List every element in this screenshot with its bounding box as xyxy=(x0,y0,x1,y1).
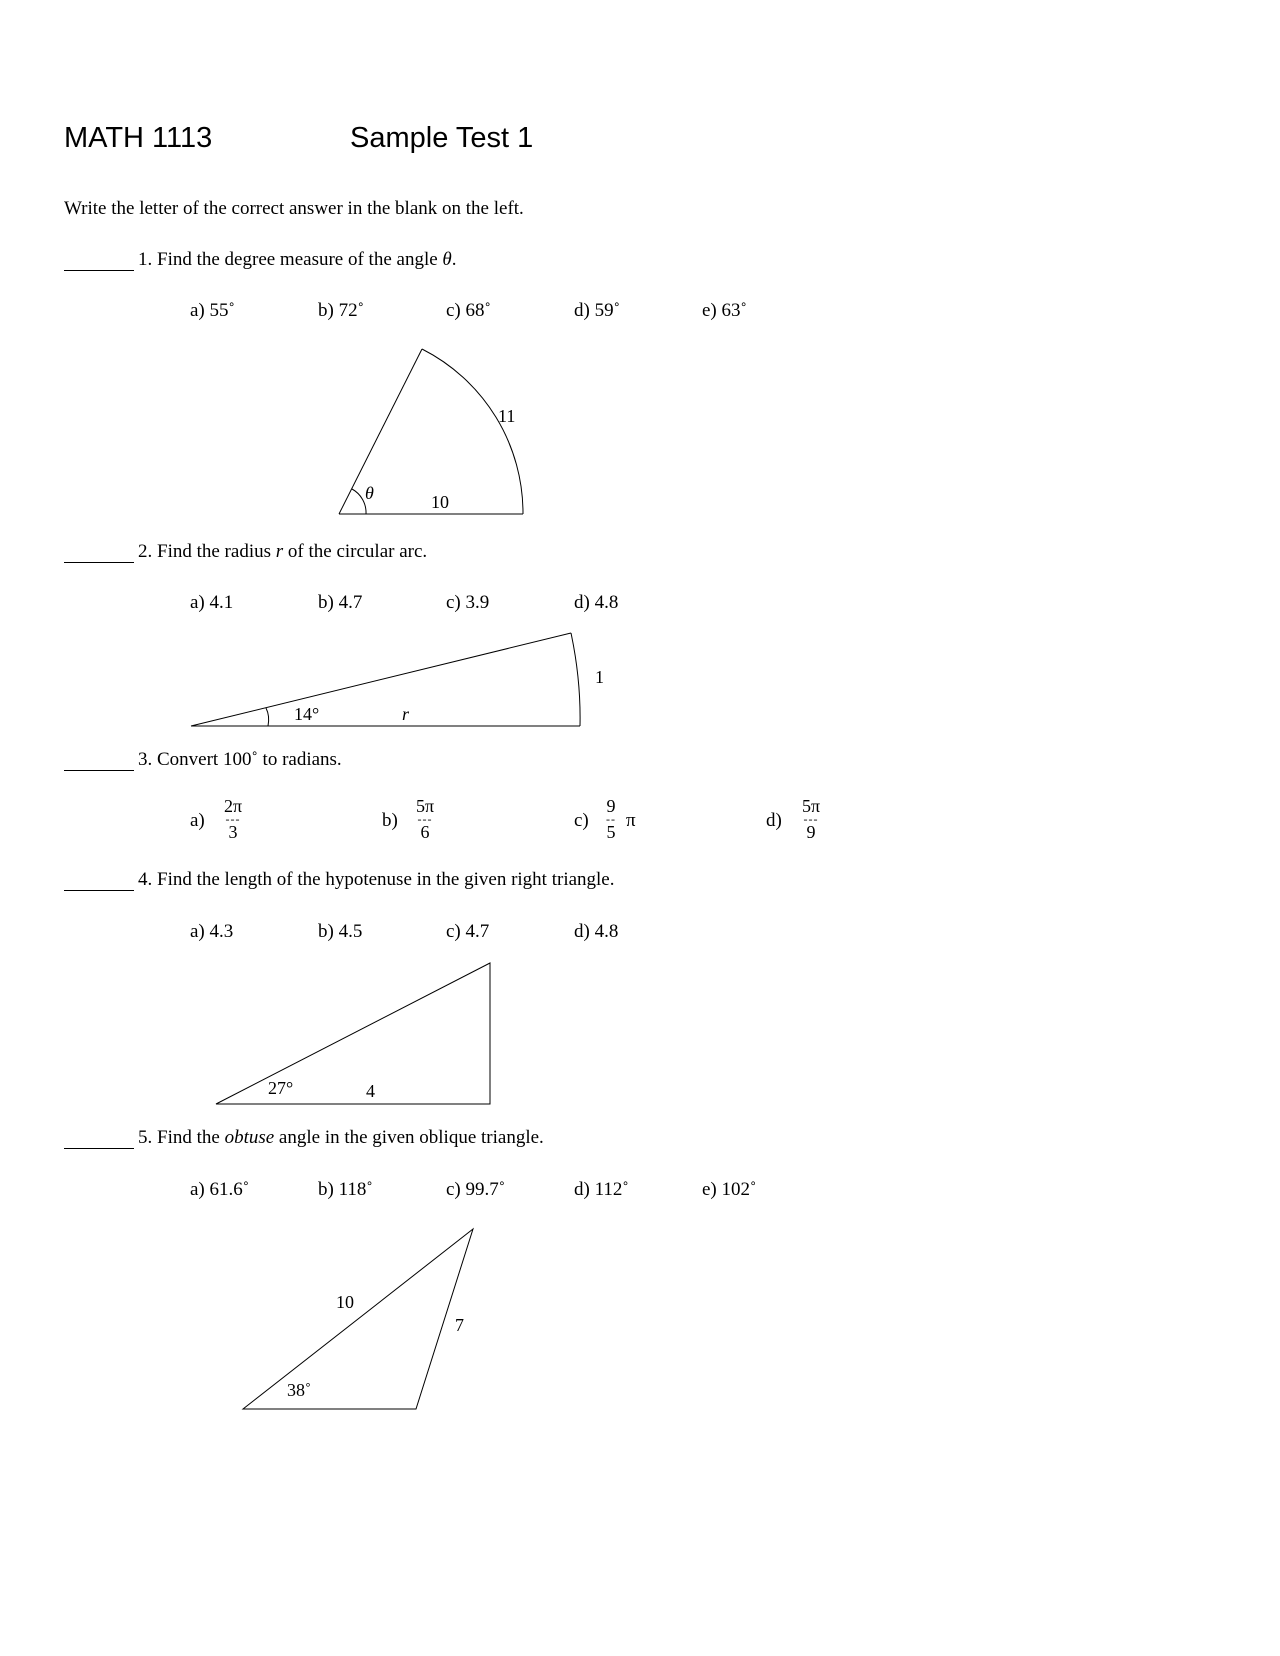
q5-choice-d: d) 112˚ xyxy=(574,1179,629,1200)
q3-choice-c-numerator: 9 xyxy=(606,796,616,816)
instructions: Write the letter of the correct answer in the blank on the left. xyxy=(64,198,524,219)
q3-choice-c-pi: π xyxy=(626,810,636,831)
q2-choice-c: c) 3.9 xyxy=(446,592,490,613)
q2-sector-arc xyxy=(571,633,580,726)
q1-radius-label: 10 xyxy=(431,492,449,512)
q4-triangle-figure xyxy=(216,963,490,1104)
q5-choice-e: e) 102˚ xyxy=(702,1179,757,1200)
q3-choice-b-numerator: 5π xyxy=(415,796,435,816)
q3-choice-a-numerator: 2π xyxy=(223,796,243,816)
q1-theta-label: θ xyxy=(365,483,374,503)
q2-arc-label: 1 xyxy=(595,667,604,687)
q5-choice-b: b) 118˚ xyxy=(318,1179,373,1200)
q3-choice-d-numerator: 5π xyxy=(801,796,821,816)
question-2-text-end: of the circular arc. xyxy=(283,541,428,562)
q3-choice-c-denominator: 5 xyxy=(606,822,616,842)
course-title: MATH 1113 xyxy=(64,122,213,154)
q2-radius-label: r xyxy=(402,704,410,724)
q4-side-label: 4 xyxy=(366,1081,375,1101)
q5-choice-a: a) 61.6˚ xyxy=(190,1179,250,1200)
question-1-variable: θ xyxy=(442,249,452,270)
q5-triangle-figure xyxy=(243,1229,473,1409)
q1-choice-b: b) 72˚ xyxy=(318,300,364,321)
q5-angle-label: 38˚ xyxy=(287,1380,311,1400)
q1-choice-d: d) 59˚ xyxy=(574,300,620,321)
q4-angle-label: 27° xyxy=(268,1078,294,1098)
question-5-text-end: angle in the given oblique triangle. xyxy=(274,1127,544,1148)
q2-sector-figure xyxy=(191,633,580,726)
question-2-variable: r xyxy=(275,541,284,562)
q5-triangle xyxy=(243,1229,473,1409)
q5-side-10-label: 10 xyxy=(336,1292,354,1312)
q1-choice-c: c) 68˚ xyxy=(446,300,491,321)
question-3-stem: 3. Convert 100˚ to radians. xyxy=(138,749,342,770)
fraction-bar: --- xyxy=(417,812,433,826)
q1-choice-e: e) 63˚ xyxy=(702,300,747,321)
q2-angle-label: 14° xyxy=(294,704,320,724)
question-1-punct: . xyxy=(451,249,457,270)
q2-choice-d: d) 4.8 xyxy=(574,592,619,613)
q1-angle-arc xyxy=(352,489,366,514)
q3-choice-b-letter: b) xyxy=(382,810,398,831)
q1-sector-arc xyxy=(422,349,523,514)
question-5-emphasis: obtuse xyxy=(224,1127,275,1148)
q3-choice-a-denominator: 3 xyxy=(228,822,238,842)
q4-triangle xyxy=(216,963,490,1104)
q4-choice-c: c) 4.7 xyxy=(446,921,490,942)
test-title: Sample Test 1 xyxy=(350,122,534,154)
q1-choice-a: a) 55˚ xyxy=(190,300,235,321)
q1-arc-label: 11 xyxy=(498,406,516,426)
q2-sector-radius xyxy=(191,633,571,726)
q4-choice-d: d) 4.8 xyxy=(574,921,619,942)
q3-choice-d-letter: d) xyxy=(766,810,782,831)
q2-angle-arc xyxy=(266,708,269,726)
q3-choice-a-letter: a) xyxy=(190,810,205,831)
q1-sector-radius xyxy=(339,349,422,514)
q4-choice-a: a) 4.3 xyxy=(190,921,234,942)
question-2-text: 2. Find the radius xyxy=(138,541,276,562)
q3-choice-d-denominator: 9 xyxy=(806,822,816,842)
q2-choice-a: a) 4.1 xyxy=(190,592,234,613)
q4-choice-b: b) 4.5 xyxy=(318,921,363,942)
q3-choice-b-denominator: 6 xyxy=(420,822,430,842)
fraction-bar: -- xyxy=(606,812,616,826)
q2-choice-b: b) 4.7 xyxy=(318,592,363,613)
question-5-text: 5. Find the xyxy=(138,1127,225,1148)
question-4-stem: 4. Find the length of the hypotenuse in the given right triangle. xyxy=(138,869,615,890)
question-1-text: 1. Find the degree measure of the angle xyxy=(138,249,443,270)
q5-choice-c: c) 99.7˚ xyxy=(446,1179,506,1200)
q5-side-7-label: 7 xyxy=(455,1315,464,1335)
fraction-bar: --- xyxy=(225,812,241,826)
q3-choice-c-letter: c) xyxy=(574,810,589,831)
fraction-bar: --- xyxy=(803,812,819,826)
